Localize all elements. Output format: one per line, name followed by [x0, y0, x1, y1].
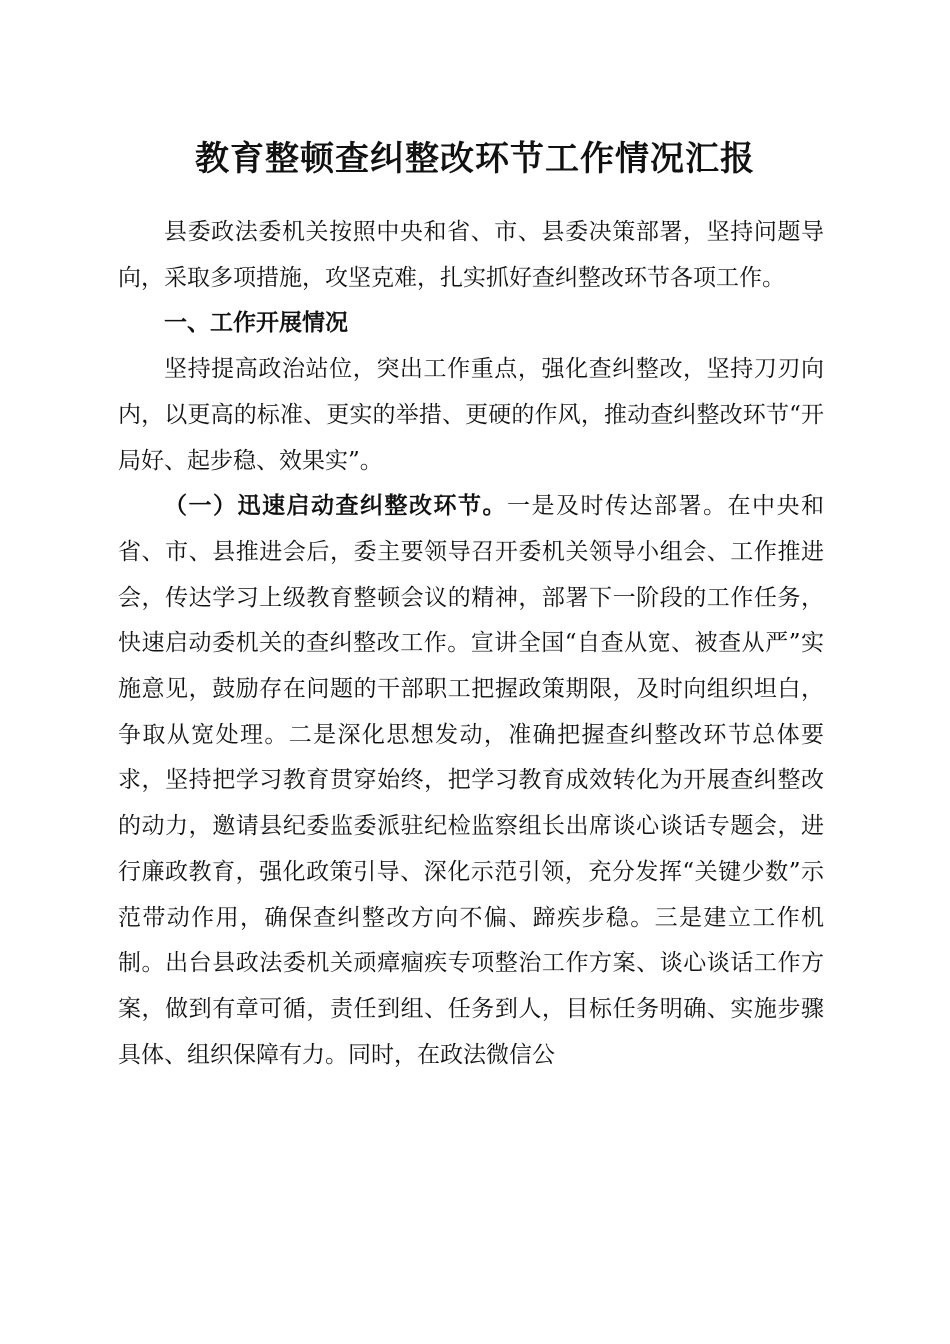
- document-title: 教育整顿查纠整改环节工作情况汇报: [195, 139, 755, 179]
- document-body: [118, 210, 824, 1078]
- section-1-paragraph: 坚持提高政治站位，突出工作重点，强化查纠整改，坚持刀刃向内，以更高的标准、更实的举措、更硬的作风，推动查纠整改环节“开局好、起步稳、效果实”。: [118, 356, 824, 474]
- subsection-1-body: 一是及时传达部署。在中央和省、市、县推进会后，委主要领导召开委机关领导小组会、工作推进会，传达学习上级教育整顿会议的精神，部署下一阶段的工作任务，快速启动委机关的查纠整改工作。宣讲全国“自查从宽、被查从严”实施意见，鼓励存在问题的干部职工把握政策期限，及时向组织坦白，争取从宽处理。二是深化思想发动，准确把握查纠整改环节总体要求，坚持把学习教育贯穿始终，把学习教育成效转化为开展查纠整改的动力，邀请县纪委监委派驻纪检监察组长出席谈心谈话专题会，进行廉政教育，强化政策引导、深化示范引领，充分发挥“关键少数”示范带动作用，确保查纠整改方向不偏、蹄疾步稳。三是建立工作机制。出台县政法委机关顽瘴痼疾专项整治工作方案、谈心谈话工作方案，做到有章可循，责任到组、任务到人，目标任务明确、实施步骤具体、组织保障有力。同时，在政法微信公: [118, 493, 824, 1068]
- subsection-1-paragraph: [118, 484, 824, 1078]
- section-heading-1: 一、工作开展情况: [164, 310, 348, 337]
- intro-paragraph: 县委政法委机关按照中央和省、市、县委决策部署，坚持问题导向，采取多项措施，攻坚克难，扎实抓好查纠整改环节各项工作。: [118, 219, 824, 291]
- subsection-heading-1: （一）迅速启动查纠整改环节。: [164, 493, 507, 520]
